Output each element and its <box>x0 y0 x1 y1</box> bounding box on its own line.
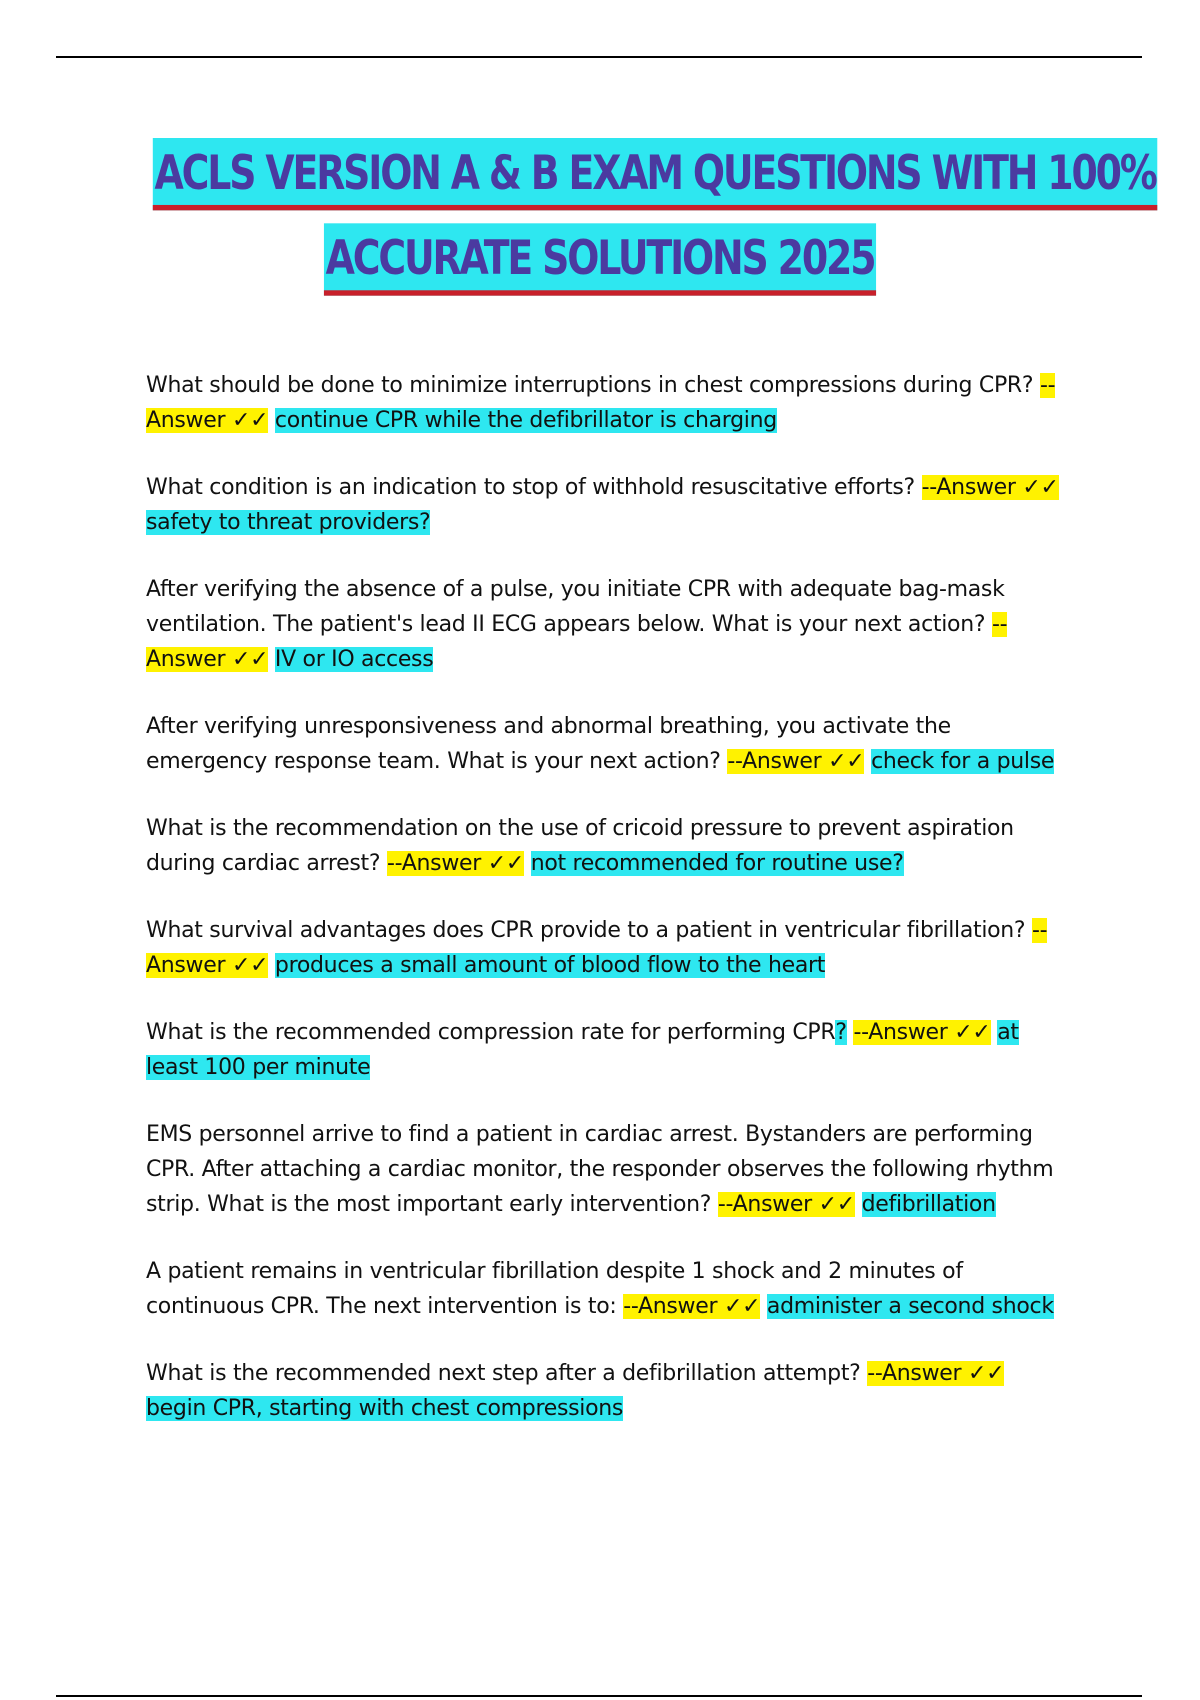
question-text: What is the recommended compression rate for performing CPR <box>146 1020 836 1045</box>
qa-item <box>146 572 1066 677</box>
bottom-rule <box>56 1695 1142 1697</box>
answer-text: safety to threat providers? <box>146 510 431 535</box>
answer-prefix: --Answer <box>146 612 1008 672</box>
document-title <box>153 138 1156 309</box>
qa-item <box>146 709 1066 779</box>
qa-item <box>146 368 1066 438</box>
answer-marker <box>867 1361 1004 1386</box>
double-check-icon: ✓✓ <box>967 1361 1005 1386</box>
double-check-icon: ✓✓ <box>828 749 865 774</box>
qa-item <box>146 1254 1066 1324</box>
answer-text: at least 100 per minute <box>146 1020 1019 1080</box>
answer-text: produces a small amount of blood flow to the heart <box>274 953 826 978</box>
answer-text: check for a pulse <box>871 749 1055 774</box>
answer-prefix: --Answer <box>727 749 822 774</box>
answer-prefix: --Answer <box>146 373 1056 433</box>
answer-prefix: --Answer <box>853 1020 948 1045</box>
answer-prefix: --Answer <box>146 918 1048 978</box>
question-text: After verifying unresponsiveness and abnormal breathing, you activate the emergency response team. What is your next action? <box>146 714 951 774</box>
question-text: What condition is an indication to stop of withhold resuscitative efforts? <box>146 475 915 500</box>
double-check-icon: ✓✓ <box>818 1192 855 1217</box>
question-text: What is the recommendation on the use of cricoid pressure to prevent aspiration during cardiac arrest? <box>146 816 1014 876</box>
double-check-icon: ✓✓ <box>231 408 269 433</box>
question-text: What survival advantages does CPR provide to a patient in ventricular fibrillation? <box>146 918 1026 943</box>
question-text: After verifying the absence of a pulse, you initiate CPR with adequate bag-mask ventilation. The patient's lead II ECG appears below. What is your next action? <box>146 577 1005 637</box>
qa-item <box>146 1015 1066 1085</box>
answer-prefix: --Answer <box>921 475 1016 500</box>
answer-prefix: --Answer <box>717 1192 812 1217</box>
qa-item <box>146 913 1066 983</box>
answer-text: IV or IO access <box>274 647 434 672</box>
qa-item <box>146 811 1066 881</box>
answer-marker <box>718 1192 855 1217</box>
double-check-icon: ✓✓ <box>954 1020 991 1045</box>
qa-item <box>146 470 1066 540</box>
answer-text: administer a second shock <box>766 1294 1054 1319</box>
answer-marker <box>387 851 524 876</box>
answer-marker <box>922 475 1059 500</box>
answer-marker <box>623 1294 760 1319</box>
double-check-icon: ✓✓ <box>487 851 524 876</box>
qa-list <box>146 368 1066 1458</box>
question-text: What is the recommended next step after a defibrillation attempt? <box>146 1361 861 1386</box>
answer-text: not recommended for routine use? <box>530 851 904 876</box>
double-check-icon: ✓✓ <box>1022 475 1059 500</box>
top-rule <box>56 56 1142 58</box>
answer-marker <box>727 749 864 774</box>
title-line-1: ACLS VERSION A & B EXAM QUESTIONS WITH 100% <box>153 138 1158 210</box>
question-end: ? <box>835 1020 847 1045</box>
question-text: A patient remains in ventricular fibrillation despite 1 shock and 2 minutes of continuous CPR. The next intervention is to: <box>146 1259 963 1319</box>
answer-marker <box>853 1020 990 1045</box>
double-check-icon: ✓✓ <box>231 953 269 978</box>
double-check-icon: ✓✓ <box>723 1294 761 1319</box>
qa-item <box>146 1356 1066 1426</box>
answer-text: begin CPR, starting with chest compressions <box>146 1396 624 1421</box>
answer-prefix: --Answer <box>867 1361 962 1386</box>
question-text: What should be done to minimize interruptions in chest compressions during CPR? <box>146 373 1034 398</box>
double-check-icon: ✓✓ <box>231 647 269 672</box>
question-text: EMS personnel arrive to find a patient in cardiac arrest. Bystanders are performing CPR. After attaching a cardiac monitor, the responder observes the following rhythm strip. What is the most important early intervention? <box>146 1122 1054 1217</box>
qa-item <box>146 1117 1066 1222</box>
answer-text: defibrillation <box>861 1192 996 1217</box>
answer-prefix: --Answer <box>386 851 481 876</box>
answer-text: continue CPR while the defibrillator is charging <box>274 408 777 433</box>
answer-prefix: --Answer <box>623 1294 718 1319</box>
title-line-2: ACCURATE SOLUTIONS 2025 <box>324 223 876 295</box>
